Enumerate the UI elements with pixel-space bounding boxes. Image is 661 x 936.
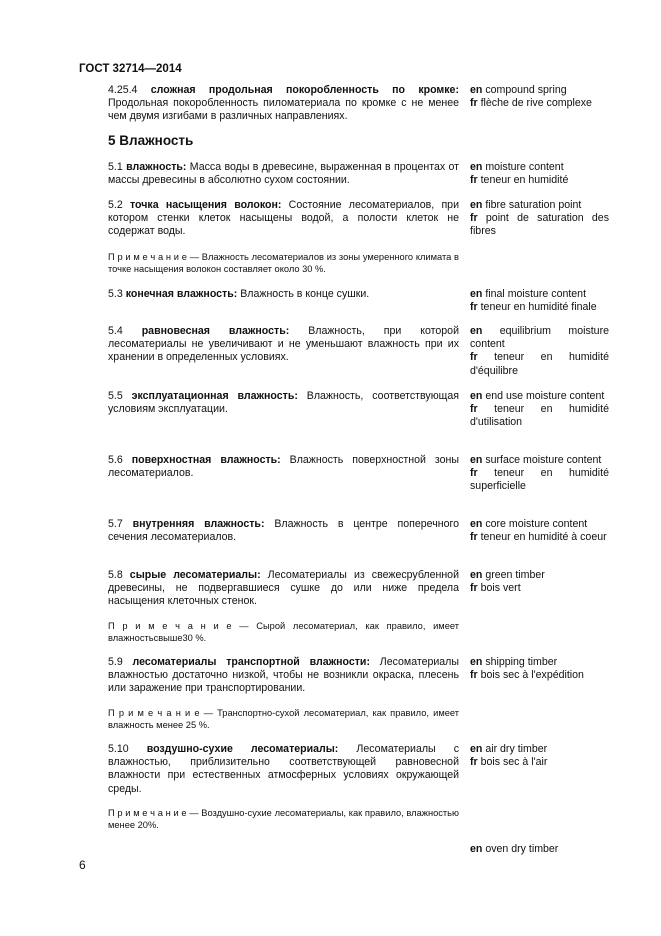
term-entry-5-7: 5.7 внутренняя влажность: Влажность в центре поперечного сечения лесоматериалов. xyxy=(108,518,459,544)
equivalents-5-6: en surface moisture content fr teneur en humidité superficielle xyxy=(470,454,609,493)
note-5-10: П р и м е ч а н и е — Воздушно-сухие лесоматериалы, как правило, влажностью менее 20%. xyxy=(108,808,460,831)
term-entry-5-2: 5.2 точка насыщения волокон: Состояние лесоматериалов, при котором стенки клеток насыщены водой, а полости клеток не содержат воды. xyxy=(108,199,459,238)
term-entry-5-5: 5.5 эксплуатационная влажность: Влажность, соответствующая условиям эксплуатации. xyxy=(108,390,459,416)
equivalents-5-5: en end use moisture content fr teneur en humidité d'utilisation xyxy=(470,390,609,429)
equivalents-5-1: en moisture content fr teneur en humidité xyxy=(470,161,569,187)
term-entry-5-9: 5.9 лесоматериалы транспортной влажности: Лесоматериалы влажностью достаточно низкой, чтобы не возникли окраска, плесень или заражение при транспортировании. xyxy=(108,656,459,695)
term-entry-5-10: 5.10 воздушно-сухие лесоматериалы: Лесоматериалы с влажностью, приблизительно соответствующей равновесной влажности при естественных атмосферных условиях окружающей среды. xyxy=(108,743,459,795)
equivalents-continued: en oven dry timber xyxy=(470,843,559,855)
equivalents-5-8: en green timber fr bois vert xyxy=(470,569,545,595)
section-title: 5 Влажность xyxy=(108,133,194,148)
note-5-9: П р и м е ч а н и е — Транспортно-сухой лесоматериал, как правило, имеет влажность менее 25 %. xyxy=(108,708,459,731)
equivalents-5-7: en core moisture content fr teneur en humidité à coeur xyxy=(470,518,607,544)
equivalents-5-2: en fibre saturation point fr point de saturation des fibres xyxy=(470,199,609,238)
equivalents-5-9: en shipping timber fr bois sec à l'expédition xyxy=(470,656,584,682)
equivalents-5-3: en final moisture content fr teneur en humidité finale xyxy=(470,288,597,314)
term-entry-5-3: 5.3 конечная влажность: Влажность в конце сушки. xyxy=(108,288,370,300)
equivalents-5-10: en air dry timber fr bois sec à l'air xyxy=(470,743,548,769)
term-entry-4-25-4: 4.25.4 сложная продольная покоробленность по кромке: Продольная покоробленность пиломатериала по кромке с не менее чем двумя изгибами в различных направлениях. xyxy=(108,84,459,123)
term-entry-5-4: 5.4 равновесная влажность: Влажность, при которой лесоматериалы не увеличивают и не уменьшают влажность при их хранении в определенных условиях. xyxy=(108,325,459,364)
equivalents-4-25-4: en compound spring fr flèche de rive complexe xyxy=(470,84,592,110)
term-entry-5-6: 5.6 поверхностная влажность: Влажность поверхностной зоны лесоматериалов. xyxy=(108,454,459,480)
document-header: ГОСТ 32714—2014 xyxy=(79,63,182,75)
page-number: 6 xyxy=(79,858,86,872)
equivalents-5-4: en equilibrium moisture content fr teneur en humidité d'équilibre xyxy=(470,325,609,377)
note-5-8: П р и м е ч а н и е — Сырой лесоматериал, как правило, имеет влажностьсвыше30 %. xyxy=(108,621,459,644)
term-entry-5-8: 5.8 сырые лесоматериалы: Лесоматериалы из свежесрубленной древесины, не подвергавшиеся сушке до или ниже предела насыщения клеточных стенок. xyxy=(108,569,459,608)
term-entry-5-1: 5.1 влажность: Масса воды в древесине, выраженная в процентах от массы древесины в абсолютно сухом состоянии. xyxy=(108,161,460,187)
note-5-2: П р и м е ч а н и е — Влажность лесоматериалов из зоны умеренного климата в точке насыщения волокон составляет около 30 %. xyxy=(108,252,459,275)
